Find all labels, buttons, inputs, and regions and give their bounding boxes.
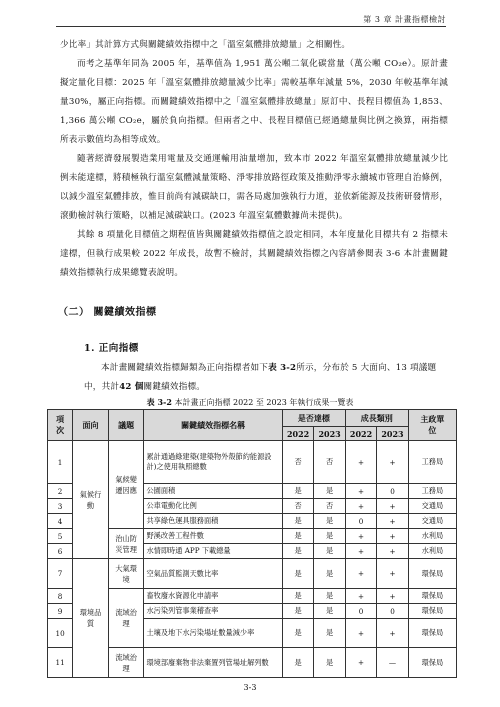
paragraph-2: 而考之基準年同為 2005 年，基準值為 1,951 萬公噸二氧化碳當量（萬公噸 CO₂e）。原計畫擬定量化目標：2025 年「溫室氣體排放總量減少比率」需較基準年減量 5%，2030 年較基準年減量30%，屬正向指標。而關鍵績效指標中之「溫室氣體排放總量」原訂中、長程目標值為 1,853、1,366 萬公噸 CO₂e，屬於負向指標。但兩者之中、長程目標值已經過總量與比例之換算，兩指標所表示數值均為相等成效。: [60, 59, 448, 145]
table-row: 2 公園面積 是 是 + 0 工務局: [48, 484, 457, 499]
table-row: 3 公車電動化比例 否 否 + + 交通局: [48, 499, 457, 514]
header-growth: 成長類別: [345, 410, 408, 427]
intro-text-2: 所示，分布於 5 大面向、13 項議題中，共計: [84, 363, 437, 392]
aspect-climate: 氣候行動: [73, 441, 109, 559]
table-row: 6 水情即時通 APP 下載總量 是 是 + + 水利局: [48, 544, 457, 559]
header-met: 是否達標: [282, 410, 345, 427]
body-text: [60, 36, 448, 283]
table-row: 5 治山防災管理 野溪改善工程件數 是 是 + + 水利局: [48, 529, 457, 544]
header-met-2023: 2023: [314, 427, 345, 441]
header-met-2022: 2022: [282, 427, 313, 441]
intro-text-1: 本計畫關鍵績效指標歸類為正向指標者如下: [101, 363, 269, 373]
paragraph-4: 其餘 8 項量化目標值之期程值皆與關鍵績效指標值之設定相同，本年度量化目標共有 2 指標未達標，但執行成果較 2022 年成長，故暫不檢討，其關鍵績效指標之內容請參閱表 3-6 本計畫關鍵績效指標執行成果總覽表說明。: [60, 230, 448, 278]
header-growth-2022: 2022: [345, 427, 376, 441]
header-growth-2023: 2023: [377, 427, 408, 441]
table-row: 8 流域治理 畜牧廢水資源化申請率 是 是 + + 環保局: [48, 589, 457, 604]
caption-label: 表 3-2: [146, 397, 172, 407]
intro-paragraph: [84, 359, 450, 397]
issue-adapt: 氣候變遷因應: [108, 441, 144, 529]
header-issue: 議題: [108, 410, 144, 441]
table-row: 11 流域治理 環境部廢棄物非法棄置列管場址解列數 是 是 + — 環保局: [48, 648, 457, 678]
table-row: 7 環境品質 大氣環境 空氣品質監測天數比率 是 是 + + 環保局: [48, 559, 457, 589]
running-header: 第 3 章 計畫指標檢討: [363, 15, 446, 24]
kpi-table: [47, 409, 457, 678]
intro-bold-count: 42 個: [119, 382, 144, 392]
caption-text: 本計畫正向指標 2022 至 2023 年執行成果一覽表: [171, 398, 354, 407]
paragraph-1: 少比率」其計算方式與關鍵績效指標中之「溫室氣體排放總量」之相關性。: [60, 40, 351, 50]
issue-water-1: 流域治理: [108, 589, 144, 648]
page-number: 3-3: [243, 683, 257, 692]
section-heading: （二） 關鍵績效指標: [58, 307, 157, 318]
aspect-env: 環境品質: [73, 559, 109, 678]
table-row: 1 氣候行動 氣候變遷因應 累計通過綠建築(建築物外殼節約能源設計)之使用執照總數 否 否 + + 工務局: [48, 441, 457, 484]
table-caption: [0, 397, 500, 408]
issue-air: 大氣環境: [108, 559, 144, 589]
header-aspect: 面向: [73, 410, 109, 441]
table-row: 10 土壤及地下水污染場址數量減少率 是 是 + + 環保局: [48, 619, 457, 648]
intro-bold-table-ref: 表 3-2: [268, 363, 297, 373]
table-row: 9 水污染列管事業稽查率 是 是 0 0 環保局: [48, 604, 457, 619]
header-owner: 主政單位: [408, 410, 456, 441]
header-no: 項次: [48, 410, 73, 441]
table-row: 4 共享綠色運具服務面積 是 是 0 + 交通局: [48, 514, 457, 529]
subsection-heading: 1. 正向指標: [84, 343, 139, 354]
issue-flood: 治山防災管理: [108, 529, 144, 559]
paragraph-3: 隨著經濟發展製造業用電量及交通運輸用油量增加，致本市 2022 年溫室氣體排放總量減少比例未能達標，將積極執行溫室氣體減量策略、淨零排放路徑政策及推動淨零永續城市管理自治條例，以減少溫室氣體排放，惟目前尚有減碳缺口，需各局處加強執行力道，並依新能源及技術研發情形，滾動檢討執行策略，以補足減碳缺口。(2023 年溫室氣體數據尚未提供)。: [60, 154, 448, 221]
header-name: 關鍵績效指標名稱: [144, 410, 282, 441]
header-rule: [56, 26, 446, 27]
issue-water-2: 流域治理: [108, 648, 144, 678]
intro-text-3: 關鍵績效指標。: [143, 382, 206, 392]
